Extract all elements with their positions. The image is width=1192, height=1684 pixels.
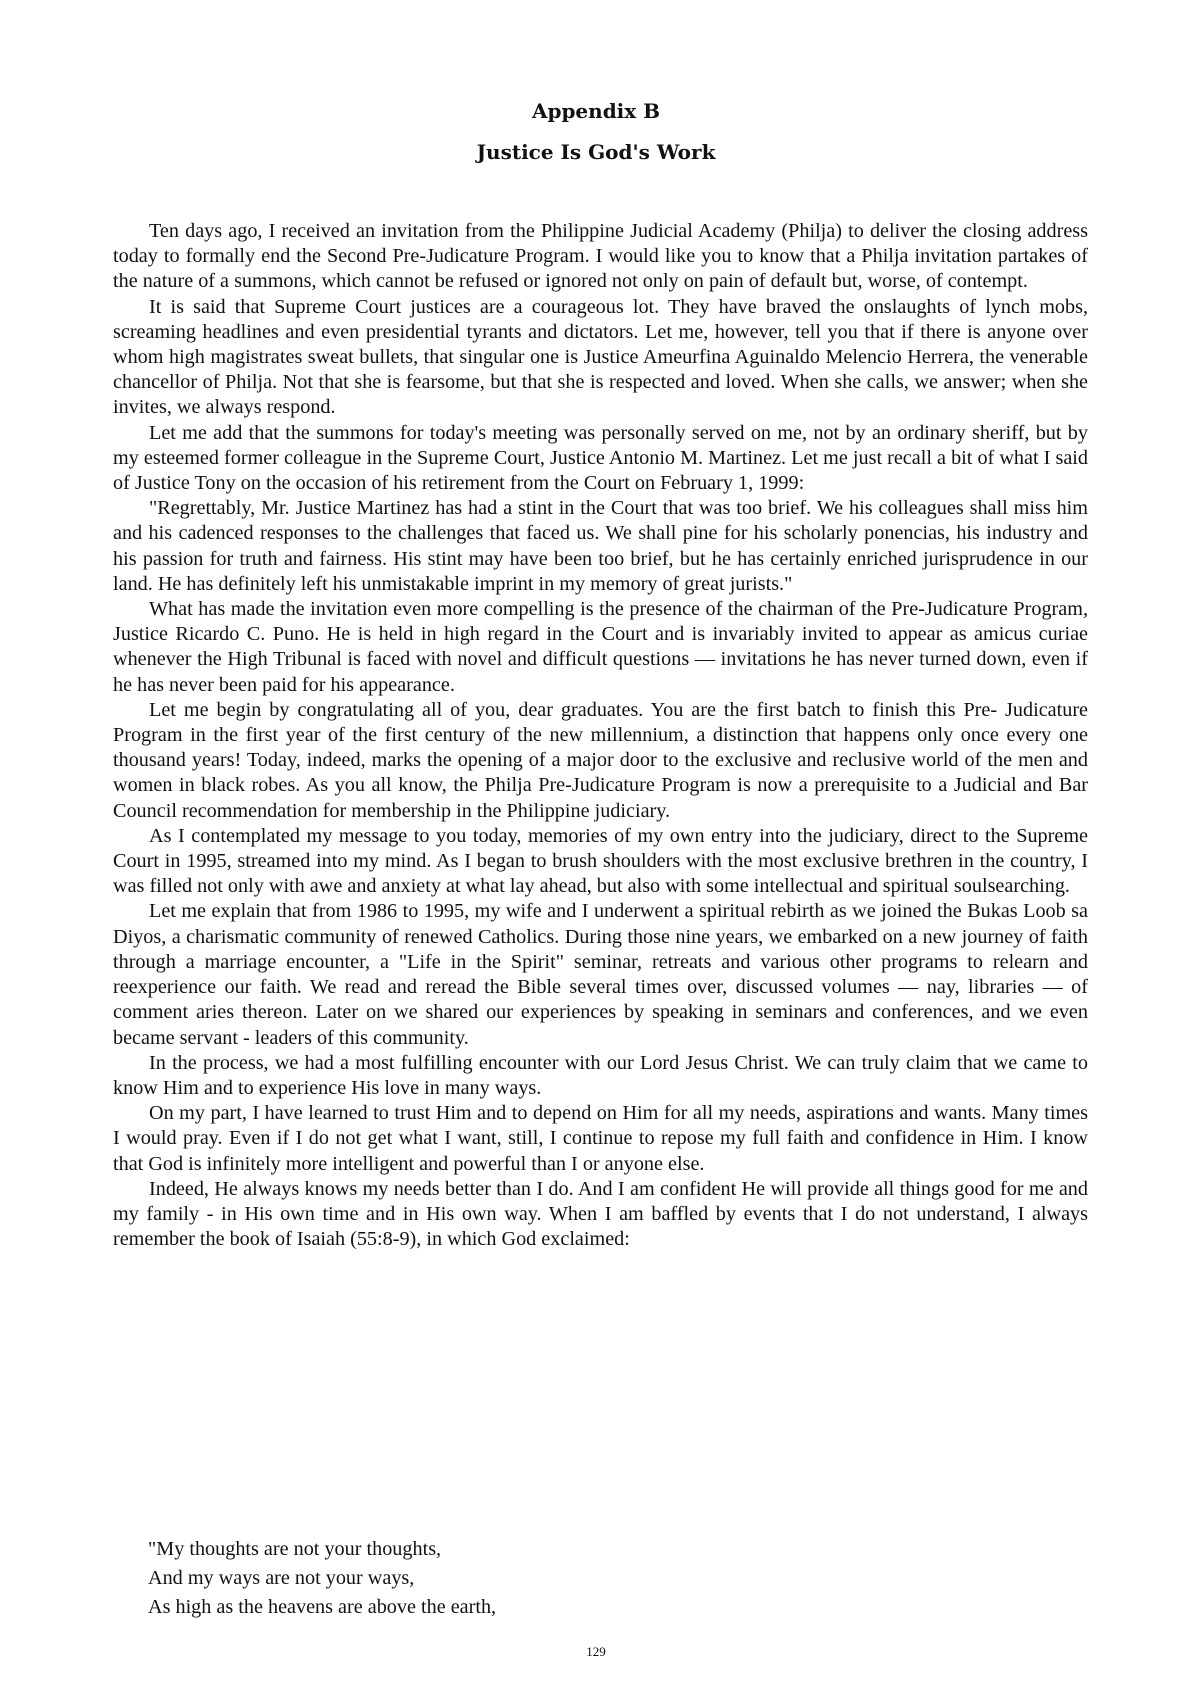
page-number: 129	[586, 1644, 606, 1659]
paragraph: What has made the invitation even more compelling is the presence of the chairman of the Pre-Judicature Program, Justice Ricardo C. Puno. He is held in high regard in the Court and is invariably invited to appear as amicus curiae whenever the High Tribunal is faced with novel and difficult questions — invitations he has never turned down, even if he has never been paid for his appearance.	[113, 598, 1088, 696]
body-text	[113, 219, 1088, 1252]
appendix-label: Appendix B	[531, 99, 661, 123]
verse-line: And my ways are not your ways,	[148, 1567, 415, 1589]
page-title: Justice Is God's Work	[476, 140, 716, 164]
paragraph: Let me explain that from 1986 to 1995, my wife and I underwent a spiritual rebirth as we joined the Bukas Loob sa Diyos, a charismatic community of renewed Catholics. During those nine years, we embarked on a new journey of faith through a marriage encounter, a "Life in the Spirit" seminar, retreats and various other programs to relearn and reexperience our faith. We read and reread the Bible several times over, discussed volumes — nay, libraries — of comment aries thereon. Later on we shared our experiences by speaking in seminars and conferences, and we even became servant - leaders of this community.	[113, 900, 1088, 1049]
paragraph: "Regrettably, Mr. Justice Martinez has had a stint in the Court that was too brief. We his colleagues shall miss him and his cadenced responses to the challenges that faced us. We shall pine for his scholarly ponencias, his industry and his passion for truth and fairness. His stint may have been too brief, but he has certainly enriched jurisprudence in our land. He has definitely left his unmistakable imprint in my memory of great jurists."	[113, 497, 1088, 595]
paragraph: It is said that Supreme Court justices are a courageous lot. They have braved the onslaughts of lynch mobs, screaming headlines and even presidential tyrants and dictators. Let me, however, tell you that if there is anyone over whom high magistrates sweat bullets, that singular one is Justice Ameurfina Aguinaldo Melencio Herrera, the venerable chancellor of Philja. Not that she is fearsome, but that she is respected and loved. When she calls, we answer; when she invites, we always respond.	[113, 295, 1088, 419]
verse-line: As high as the heavens are above the earth,	[148, 1596, 497, 1618]
verse-line: "My thoughts are not your thoughts,	[148, 1538, 442, 1560]
paragraph: In the process, we had a most fulfilling encounter with our Lord Jesus Christ. We can truly claim that we came to know Him and to experience His love in many ways.	[113, 1051, 1088, 1099]
paragraph: On my part, I have learned to trust Him and to depend on Him for all my needs, aspirations and wants. Many times I would pray. Even if I do not get what I want, still, I continue to repose my full faith and confidence in Him. I know that God is infinitely more intelligent and powerful than I or anyone else.	[113, 1102, 1088, 1175]
paragraph: Let me add that the summons for today's meeting was personally served on me, not by an ordinary sheriff, but by my esteemed former colleague in the Supreme Court, Justice Antonio M. Martinez. Let me just recall a bit of what I said of Justice Tony on the occasion of his retirement from the Court on February 1, 1999:	[113, 421, 1088, 495]
paragraph: Ten days ago, I received an invitation from the Philippine Judicial Academy (Philja) to deliver the closing address today to formally end the Second Pre-Judicature Program. I would like you to know that a Philja invitation partakes of the nature of a summons, which cannot be refused or ignored not only on pain of default but, worse, of contempt.	[113, 220, 1088, 293]
paragraph: As I contemplated my message to you today, memories of my own entry into the judiciary, direct to the Supreme Court in 1995, streamed into my mind. As I began to brush shoulders with the most exclusive brethren in the country, I was filled not only with awe and anxiety at what lay ahead, but also with some intellectual and spiritual soulsearching.	[113, 824, 1088, 898]
paragraph: Let me begin by congratulating all of you, dear graduates. You are the first batch to finish this Pre- Judicature Program in the first year of the first century of the new millennium, a distinction that happens only once every one thousand years! Today, indeed, marks the opening of a major door to the exclusive and reclusive world of the men and women in black robes. As you all know, the Philja Pre-Judicature Program is now a prerequisite to a Judicial and Bar Council recommendation for membership in the Philippine judiciary.	[113, 698, 1088, 822]
paragraph: Indeed, He always knows my needs better than I do. And I am confident He will provide all things good for me and my family - in His own time and in His own way. When I am baffled by events that I do not understand, I always remember the book of Isaiah (55:8-9), in which God exclaimed:	[113, 1177, 1088, 1251]
